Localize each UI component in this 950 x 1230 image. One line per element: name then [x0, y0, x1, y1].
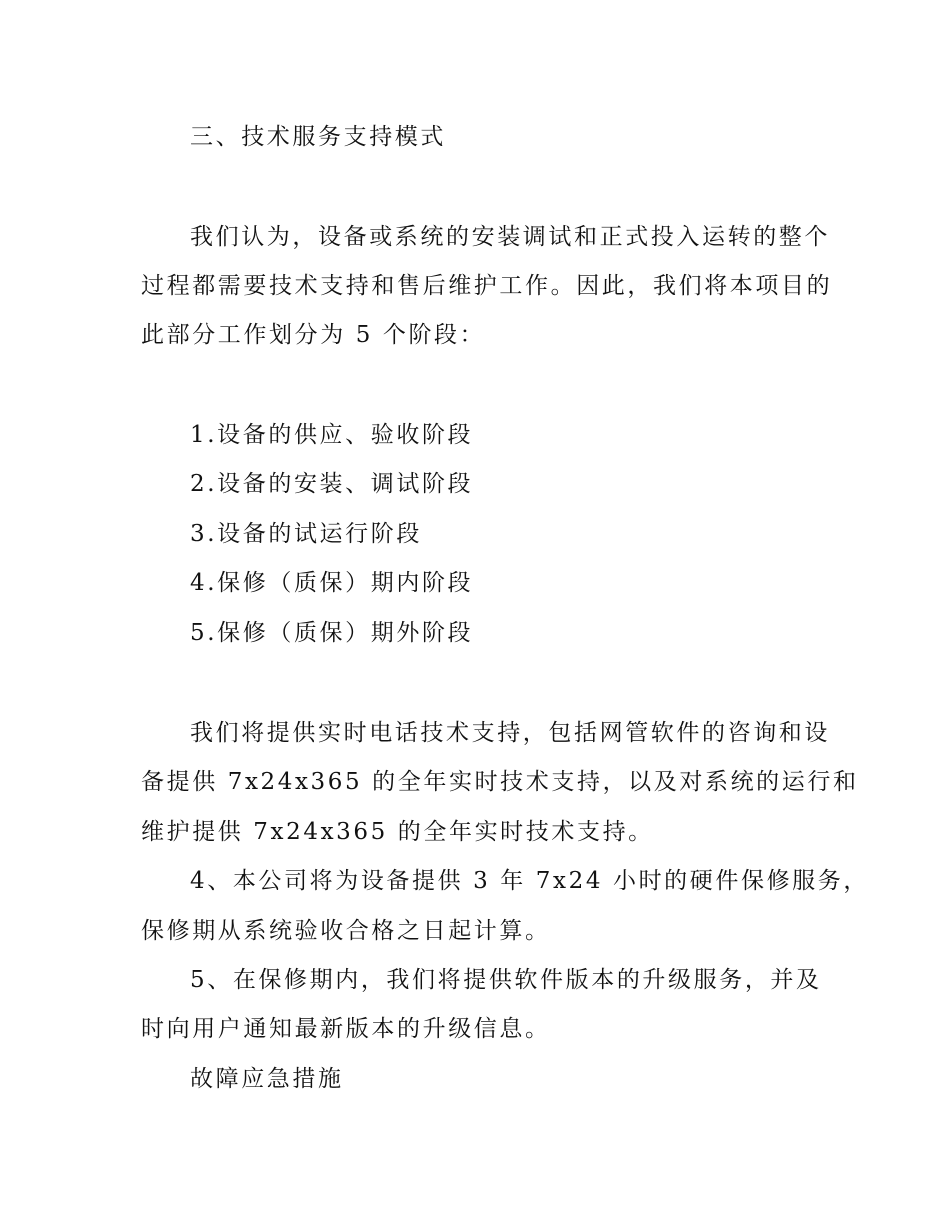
section-heading: 三、技术服务支持模式	[190, 124, 446, 150]
upgrade-line-1: 5、在保修期内，我们将提供软件版本的升级服务，并及	[190, 967, 822, 993]
warranty-line-2: 保修期从系统验收合格之日起计算。	[141, 918, 551, 944]
upgrade-line-2: 时向用户通知最新版本的升级信息。	[141, 1016, 551, 1042]
stage-item-4: 4.保修（质保）期内阶段	[190, 570, 474, 596]
support-line-1: 我们将提供实时电话技术支持，包括网管软件的咨询和设	[190, 720, 830, 746]
stage-item-1: 1.设备的供应、验收阶段	[190, 422, 474, 448]
stage-item-2: 2.设备的安装、调试阶段	[190, 471, 474, 497]
support-line-3: 维护提供 7x24x365 的全年实时技术支持。	[141, 819, 654, 845]
intro-line-2: 过程都需要技术支持和售后维护工作。因此，我们将本项目的	[141, 273, 833, 299]
closing-heading: 故障应急措施	[190, 1066, 344, 1092]
support-line-2: 备提供 7x24x365 的全年实时技术支持，以及对系统的运行和	[141, 769, 859, 795]
stage-item-3: 3.设备的试运行阶段	[190, 521, 422, 547]
intro-line-1: 我们认为，设备或系统的安装调试和正式投入运转的整个	[190, 224, 830, 250]
intro-line-3: 此部分工作划分为 5 个阶段：	[141, 322, 486, 348]
stage-item-5: 5.保修（质保）期外阶段	[190, 620, 474, 646]
warranty-line-1: 4、本公司将为设备提供 3 年 7x24 小时的硬件保修服务，	[190, 868, 869, 894]
